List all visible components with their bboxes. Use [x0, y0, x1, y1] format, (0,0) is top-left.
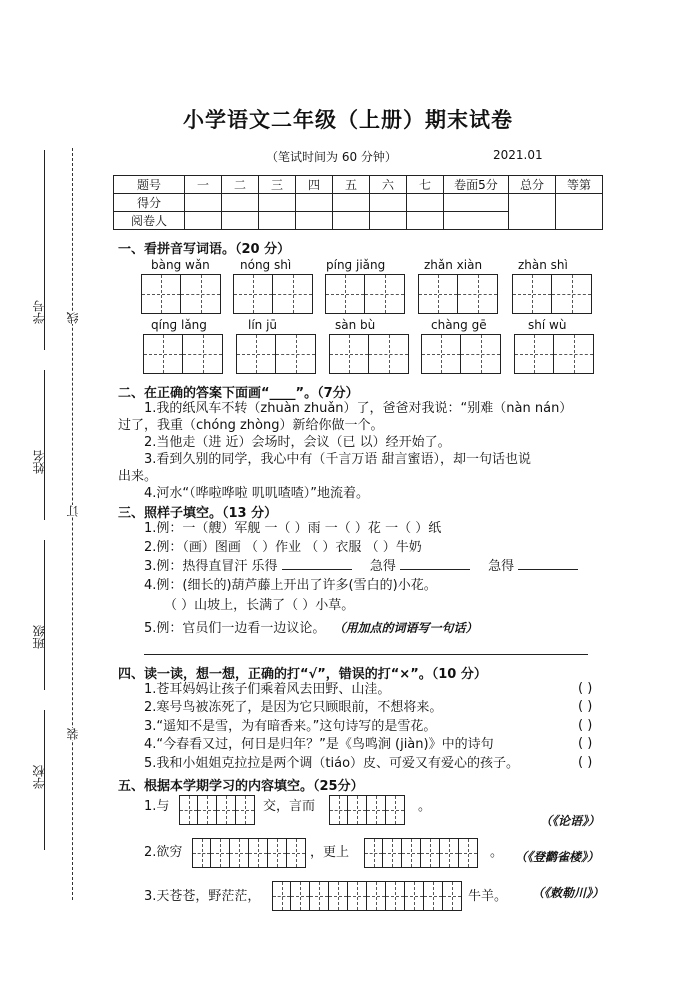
pinyin: pínɡ jiǎng	[326, 258, 386, 272]
answer-paren[interactable]: ( )	[578, 699, 593, 714]
q5-2-a: 2.欲穷	[144, 845, 183, 860]
exam-date: 2021.01	[493, 148, 543, 162]
label-name: 姓名	[32, 450, 46, 474]
q3-line5-note: （用加点的词语写一句话）	[333, 621, 478, 635]
q3-line3-b: 急得	[369, 559, 396, 574]
q5-3-a: 3.天苍苍，野茫茫，	[144, 889, 261, 904]
section2-heading: 二、在正确的答案下面画“____”。（7分）	[118, 386, 359, 401]
answer-paren[interactable]: ( )	[578, 718, 593, 733]
q4-item: 1.苍耳妈妈让孩子们乘着风去田野、山洼。	[144, 682, 391, 697]
label-school: 学校	[32, 765, 46, 789]
q2-line: 4.河水“（哗啦哗啦 叽叽喳喳）”地流着。	[144, 486, 370, 501]
fill-box[interactable]	[329, 795, 405, 825]
th-2: 二	[222, 176, 259, 194]
answer-line[interactable]	[144, 654, 588, 655]
mark-ding: 订	[66, 505, 80, 517]
page-title: 小学语文二年级（上册）期末试卷	[183, 107, 513, 132]
q2-line: 出来。	[118, 469, 158, 484]
section3-heading: 三、照样子填空。（13 分）	[118, 506, 278, 521]
th-1: 一	[185, 176, 222, 194]
q3-line: （ ）山坡上，长满了（ ）小草。	[164, 598, 355, 613]
q5-1-c: 。	[418, 799, 432, 814]
source-note: （《登鹳雀楼》）	[515, 850, 600, 864]
pinyin: nóng shì	[240, 258, 292, 272]
q4-item: 3.“遥知不是雪，为有暗香来。”这句诗写的是雪花。	[144, 719, 437, 734]
pinyin: bàng wǎn	[151, 258, 210, 272]
pinyin: qínɡ lǎng	[151, 318, 207, 332]
writing-box[interactable]	[512, 274, 592, 314]
answer-paren[interactable]: ( )	[578, 681, 593, 696]
th-3: 三	[259, 176, 296, 194]
writing-box[interactable]	[514, 334, 594, 374]
writing-box[interactable]	[329, 334, 409, 374]
th-grade: 等第	[556, 176, 603, 194]
answer-paren[interactable]: ( )	[578, 736, 593, 751]
label-class: 班级	[32, 625, 46, 649]
q3-line3-c: 急得	[488, 559, 515, 574]
time-note: （笔试时间为 60 分钟）	[266, 150, 397, 164]
mark-xian: 线	[66, 312, 80, 324]
section4-heading: 四、读一读，想一想，正确的打“√”，错误的打“×”。（10 分）	[118, 667, 487, 682]
q3-line3-a: 3.例：热得直冒汗 乐得	[144, 559, 278, 574]
total-cell[interactable]	[509, 194, 556, 230]
writing-box[interactable]	[233, 274, 313, 314]
answer-blank[interactable]	[518, 569, 578, 570]
q5-1-b: 交，言而	[263, 799, 316, 814]
fill-box[interactable]	[192, 838, 306, 868]
q2-line: 过了，我重（chóng zhòng）新给你做一个。	[118, 418, 384, 433]
fill-box[interactable]	[179, 795, 255, 825]
th-4: 四	[296, 176, 333, 194]
score-row	[114, 194, 603, 212]
q3-line5-text: 5.例：官员们一边看一边议论。	[144, 621, 326, 636]
row-grader-label: 阅卷人	[114, 212, 185, 230]
th-total: 总分	[509, 176, 556, 194]
th-neatness: 卷面5分	[444, 176, 509, 194]
q3-line: 4.例：(细长的)葫芦藤上开出了许多(雪白的)小花。	[144, 578, 437, 593]
writing-box[interactable]	[325, 274, 405, 314]
fill-box[interactable]	[364, 838, 478, 868]
writing-box[interactable]	[418, 274, 498, 314]
row-score-label: 得分	[114, 194, 185, 212]
q5-2-c: 。	[490, 845, 504, 860]
label-student-id: 学号	[32, 300, 46, 324]
q3-line: 2.例：（画）图画 （ ）作业 （ ）衣服 （ ）牛奶	[144, 540, 422, 555]
answer-blank[interactable]	[400, 569, 470, 570]
q2-line: 3.看到久别的同学，我心中有（千言万语 甜言蜜语），却一句话也说	[144, 452, 532, 467]
answer-blank[interactable]	[282, 569, 352, 570]
fill-box[interactable]	[272, 881, 462, 911]
pinyin: chàng gē	[431, 318, 487, 332]
score-table	[113, 175, 603, 230]
th-7: 七	[407, 176, 444, 194]
q4-item: 4.“今春看又过，何日是归年？”是《鸟鸣涧 (jiàn)》中的诗句	[144, 737, 494, 752]
th-6: 六	[370, 176, 407, 194]
binding-line	[72, 148, 73, 900]
writing-box[interactable]	[141, 274, 221, 314]
q2-line: 1.我的纸风车不转（zhuàn zhuǎn）了，爸爸对我说：“别难（nàn nán）	[144, 401, 573, 416]
answer-paren[interactable]: ( )	[578, 755, 593, 770]
writing-box[interactable]	[236, 334, 316, 374]
source-note: （《论语》）	[540, 814, 601, 828]
pinyin: shí wù	[528, 318, 567, 332]
source-note: （《敕勒川》）	[532, 886, 605, 900]
writing-box[interactable]	[421, 334, 501, 374]
q3-line5	[144, 620, 478, 637]
q3-line: 1.例：一（艘）军舰 一（ ）雨 一（ ）花 一（ ）纸	[144, 521, 442, 536]
q2-line: 2.当他走（进 近）会场时，会议（已 以）经开始了。	[144, 435, 451, 450]
q5-1-a: 1.与	[144, 799, 170, 814]
mark-zhuang: 装	[66, 728, 80, 740]
pinyin: zhàn shì	[518, 258, 568, 272]
q5-2-b: ，更上	[310, 845, 350, 860]
q4-item: 5.我和小姐姐克拉拉是两个调（tiáo）皮、可爱又有爱心的孩子。	[144, 756, 520, 771]
th-5: 五	[333, 176, 370, 194]
pinyin: sàn bù	[335, 318, 376, 332]
section1-heading: 一、看拼音写词语。（20 分）	[118, 242, 291, 257]
pinyin: lín jū	[248, 318, 278, 332]
score-header-row	[114, 176, 603, 194]
th-question: 题号	[114, 176, 185, 194]
section5-heading: 五、根据本学期学习的内容填空。（25分）	[118, 779, 364, 794]
q5-3-b: 牛羊。	[468, 889, 508, 904]
grade-cell[interactable]	[556, 194, 603, 230]
pinyin: zhǎn xiàn	[424, 258, 483, 272]
writing-box[interactable]	[143, 334, 223, 374]
q4-item: 2.寒号鸟被冻死了，是因为它只顾眼前，不想将来。	[144, 700, 443, 715]
q3-line3	[144, 558, 578, 575]
